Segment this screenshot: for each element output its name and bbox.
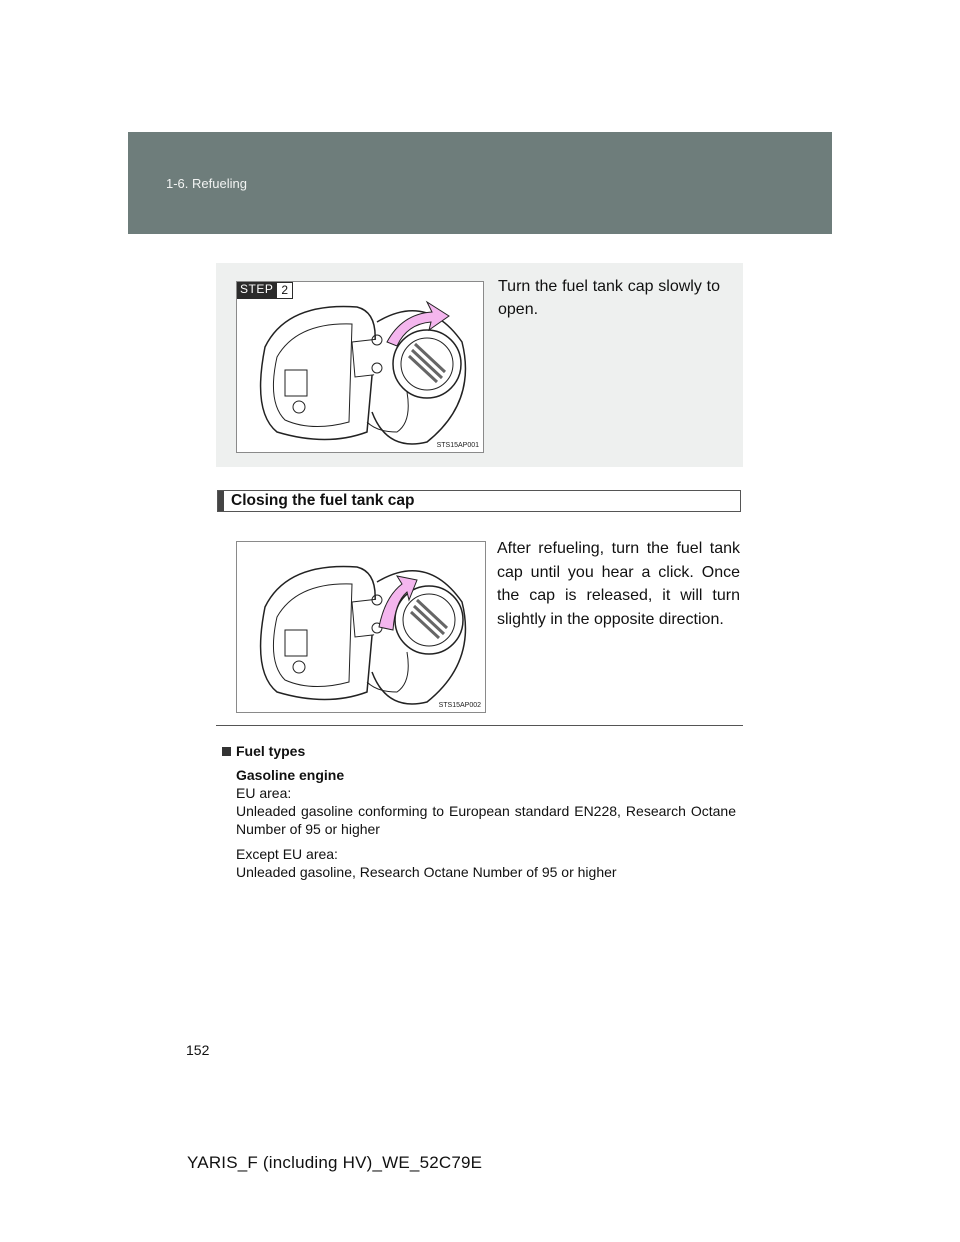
closing-heading-text: Closing the fuel tank cap	[231, 492, 415, 509]
fuel-cap-illustration	[237, 282, 483, 452]
closing-heading	[217, 490, 741, 512]
step-box	[216, 263, 743, 467]
step-badge	[237, 282, 293, 299]
non-eu-label: Except EU area:	[236, 846, 338, 862]
figure-code: STS15AP002	[438, 702, 481, 709]
notes-section	[222, 743, 736, 881]
figure-close-cap	[236, 541, 486, 713]
document-id: YARIS_F (including HV)_WE_52C79E	[187, 1153, 483, 1172]
gasoline-eu-block	[236, 766, 736, 838]
figure-open-cap	[236, 281, 484, 453]
figure-code: STS15AP001	[436, 442, 479, 449]
eu-label: EU area:	[236, 785, 292, 801]
gasoline-heading: Gasoline engine	[236, 767, 345, 783]
fuel-types-title	[222, 743, 736, 759]
step-number: 2	[276, 282, 293, 299]
fuel-cap-illustration	[237, 542, 485, 712]
page-number: 152	[186, 1042, 210, 1058]
gasoline-non-eu-block	[236, 845, 736, 881]
step-word: STEP	[237, 282, 276, 299]
non-eu-text: Unleaded gasoline, Research Octane Number of 95 or higher	[236, 864, 617, 880]
closing-instruction: After refueling, turn the fuel tank cap until you hear a click. Once the cap is released, it will turn slightly in the opposite direction.	[497, 540, 740, 628]
section-label: 1-6. Refueling	[166, 176, 247, 191]
heading-bar	[218, 491, 224, 511]
step-instruction: Turn the fuel tank cap slowly to open.	[498, 278, 720, 318]
fuel-types-title-text: Fuel types	[236, 743, 306, 759]
square-bullet-icon	[222, 747, 231, 756]
eu-text: Unleaded gasoline conforming to European standard EN228, Research Octane Number of 95 or higher	[236, 803, 736, 837]
divider	[216, 725, 743, 726]
section-header	[128, 132, 832, 234]
